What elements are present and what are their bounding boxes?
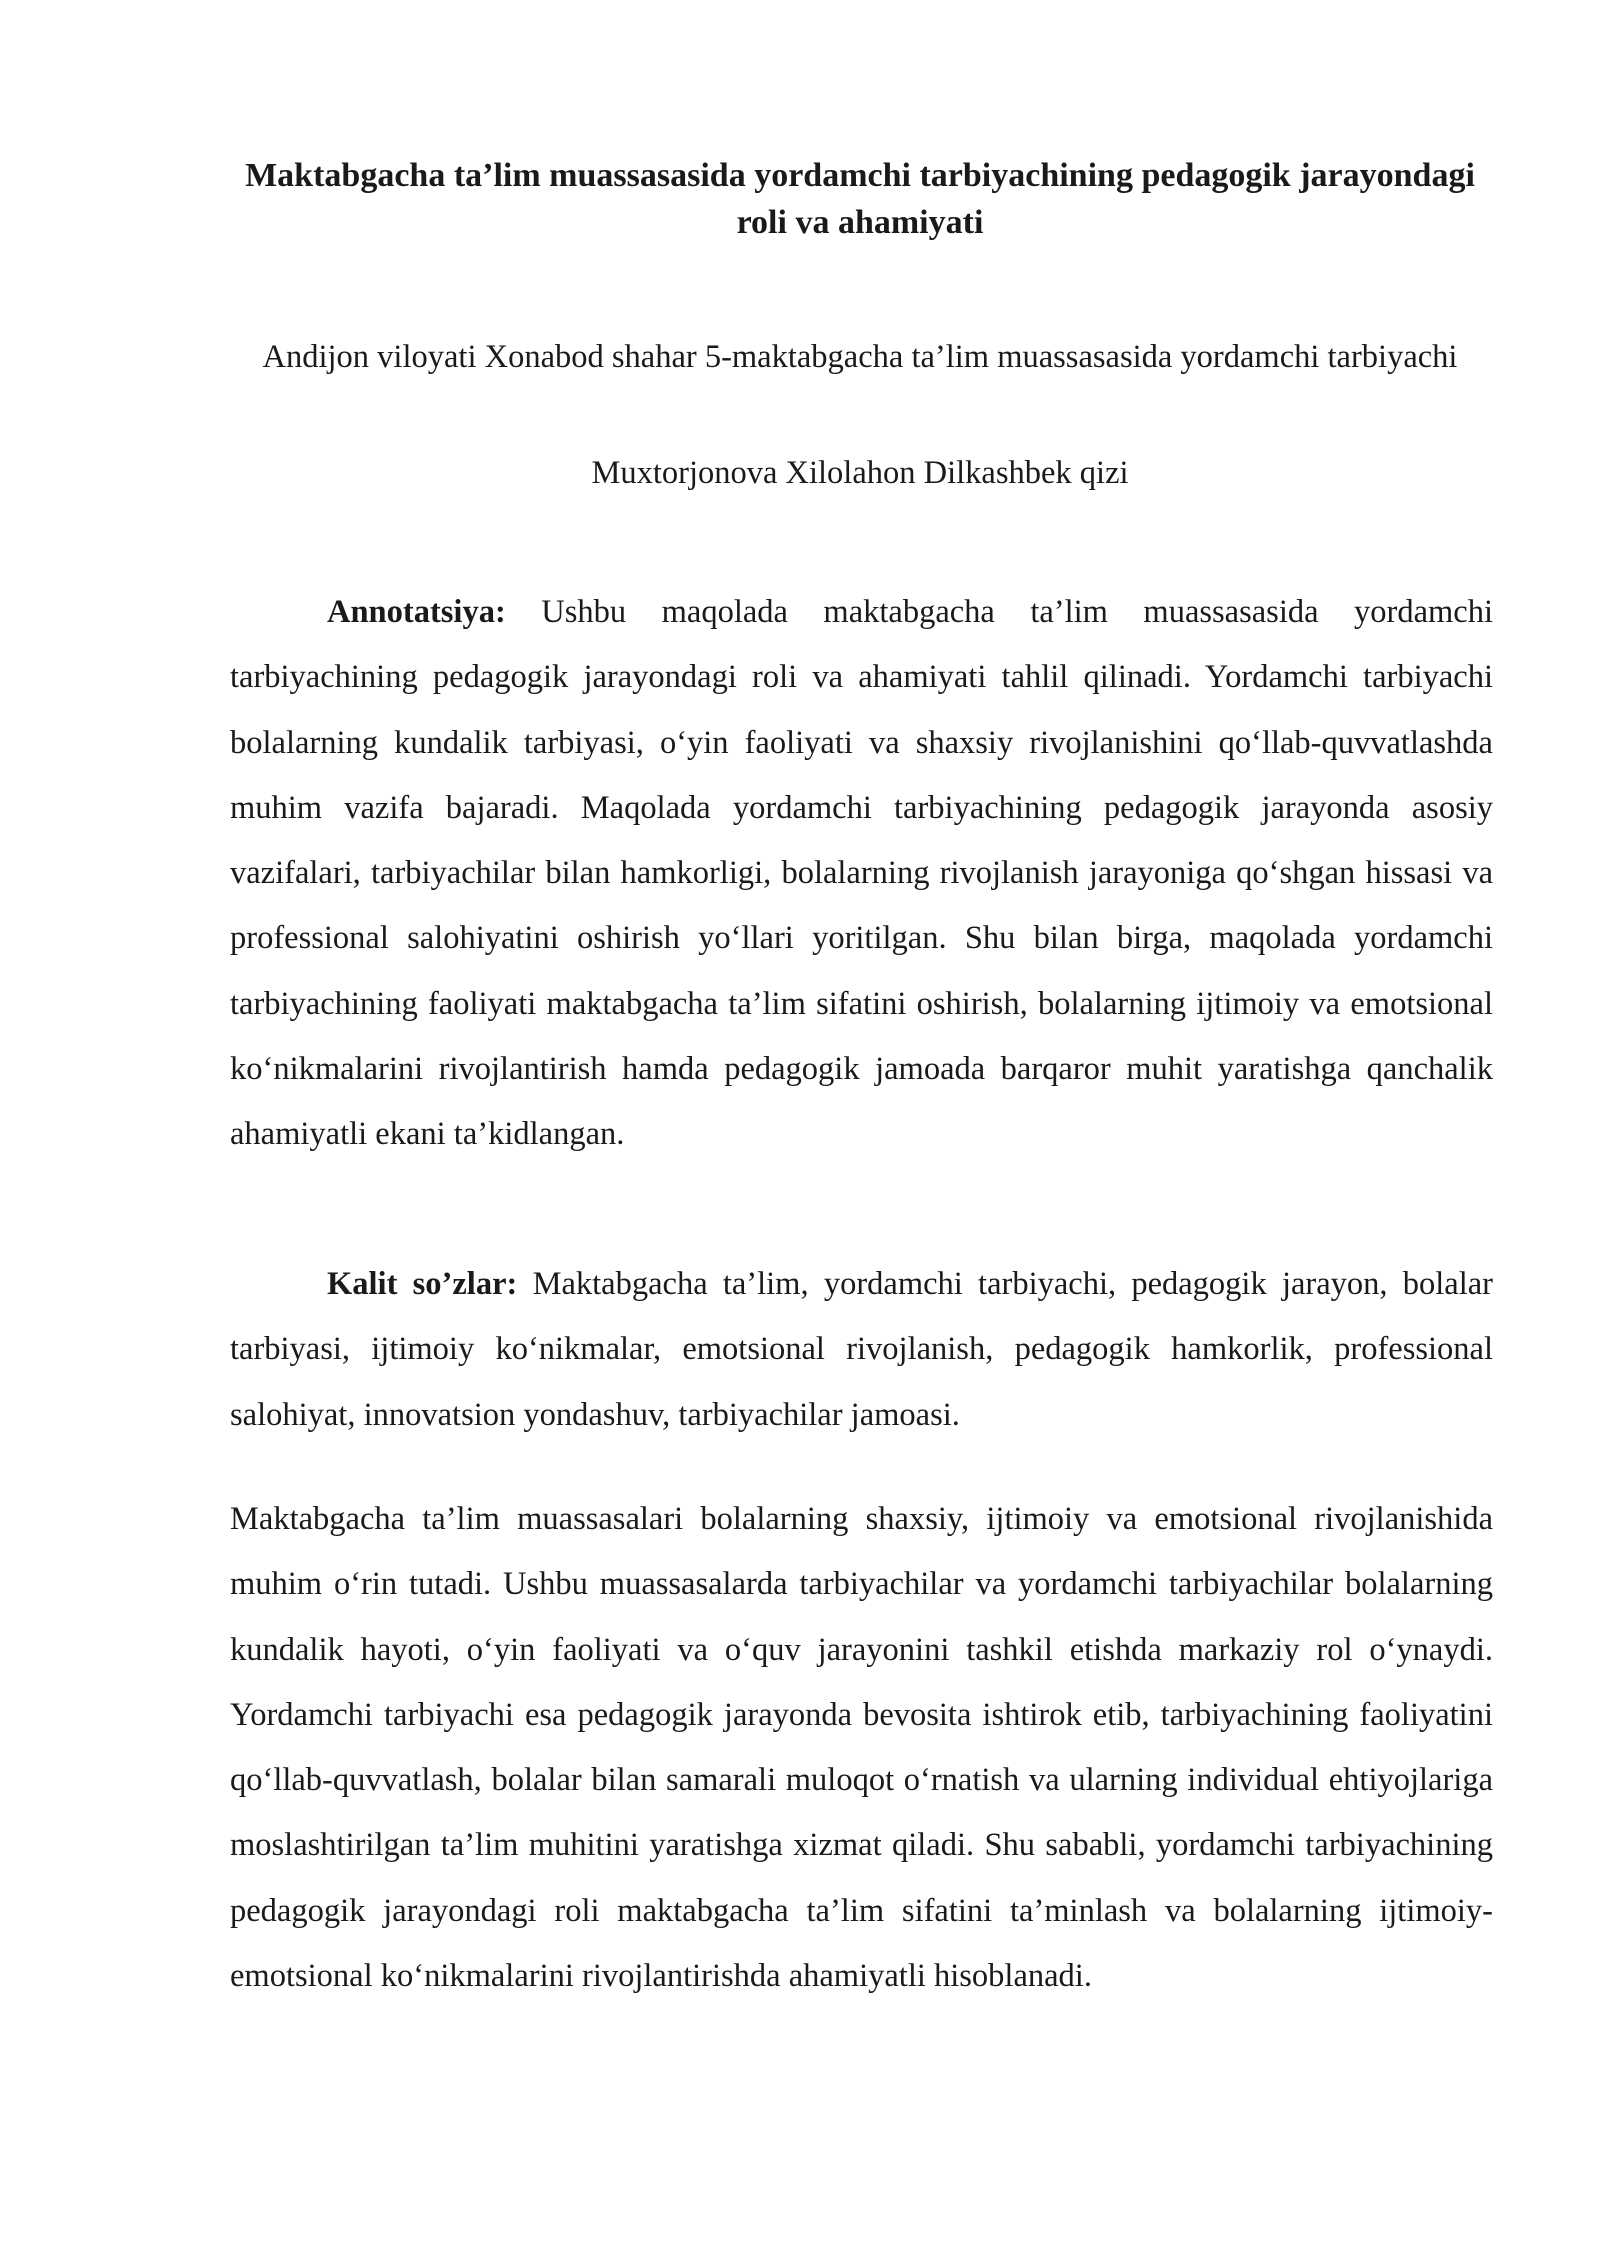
keywords-text: Maktabgacha ta’lim, yordamchi tarbiyachi, pedagogik jarayon, bolalar tarbiyasi, ijtimoiy ko‘nikmalar, emotsional rivojlanish, pedagogik hamkorlik, professional salohiyat, innovatsion yondashuv, tarbiyachilar jamoasi.: [230, 1266, 1493, 1433]
abstract-paragraph: [230, 580, 1493, 1168]
abstract-text: Ushbu maqolada maktabgacha ta’lim muassasasida yordamchi tarbiyachining pedagogik jarayondagi roli va ahamiyati tahlil qilinadi. Yordamchi tarbiyachi bolalarning kundalik tarbiyasi, o‘yin faoliyati va shaxsiy rivojlanishini qo‘llab-quvvatlashda muhim vazifa bajaradi. Maqolada yordamchi tarbiyachining pedagogik jarayonda asosiy vazifalari, tarbiyachilar bilan hamkorligi, bolalarning rivojlanish jarayoniga qo‘shgan hissasi va professional salohiyatini oshirish yo‘llari yoritilgan. Shu bilan birga, maqolada yordamchi tarbiyachining faoliyati maktabgacha ta’lim sifatini oshirish, bolalarning ijtimoiy va emotsional ko‘nikmalarini rivojlantirish hamda pedagogik jamoada barqaror muhit yaratishga qanchalik ahamiyatli ekani ta’kidlangan.: [230, 594, 1493, 1153]
article-title: Maktabgacha ta’lim muassasasida yordamchi tarbiyachining pedagogik jarayondagi roli va ahamiyati: [245, 157, 1475, 241]
author-affiliation: Andijon viloyati Xonabod shahar 5-maktabgacha ta’lim muassasasida yordamchi tarbiyachi: [262, 339, 1458, 375]
keywords-label: Kalit so’zlar:: [327, 1266, 518, 1302]
abstract-label: Annotatsiya:: [327, 594, 506, 630]
author-name: Muxtorjonova Xilolahon Dilkashbek qizi: [591, 455, 1129, 491]
intro-paragraph: Maktabgacha ta’lim muassasalari bolalarning shaxsiy, ijtimoiy va emotsional rivojlanishida muhim o‘rin tutadi. Ushbu muassasalarda tarbiyachilar va yordamchi tarbiyachilar bolalarning kundalik hayoti, o‘yin faoliyati va o‘quv jarayonini tashkil etishda markaziy rol o‘ynaydi. Yordamchi tarbiyachi esa pedagogik jarayonda bevosita ishtirok etib, tarbiyachining faoliyatini qo‘llab-quvvatlash, bolalar bilan samarali muloqot o‘rnatish va ularning individual ehtiyojlariga moslashtirilgan ta’lim muhitini yaratishga xizmat qiladi. Shu sababli, yordamchi tarbiyachining pedagogik jarayondagi roli maktabgacha ta’lim sifatini ta’minlash va bolalarning ijtimoiy-emotsional ko‘nikmalarini rivojlantirishda ahamiyatli hisoblanadi.: [230, 1501, 1493, 1995]
keywords-paragraph: [230, 1252, 1493, 1448]
